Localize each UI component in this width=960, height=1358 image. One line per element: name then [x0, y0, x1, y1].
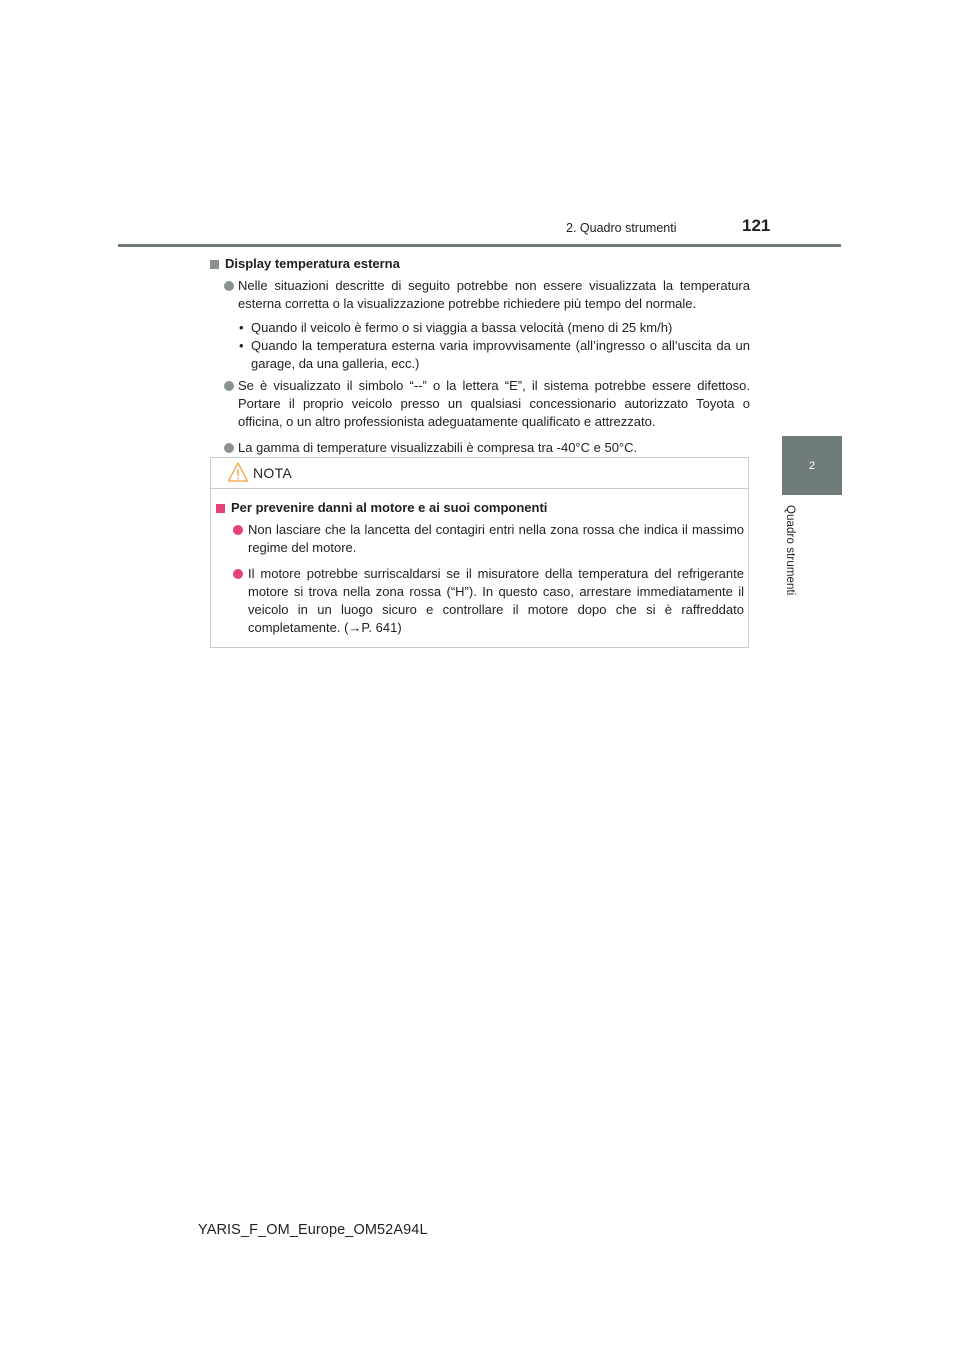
header-section-title: 2. Quadro strumenti: [566, 221, 677, 235]
list-item: [210, 277, 750, 313]
list-item: [210, 377, 750, 431]
bullet-icon: •: [239, 338, 244, 353]
sub-item-text: Quando il veicolo è fermo o si viaggia a bassa velocità (meno di 25 km/h): [251, 320, 673, 335]
chapter-tab: [782, 436, 842, 495]
sub-list: [210, 319, 750, 373]
square-bullet-icon: [210, 260, 219, 269]
circle-bullet-icon: [224, 381, 234, 391]
square-bullet-icon: [216, 504, 225, 513]
circle-bullet-icon: [224, 443, 234, 453]
sub-list-item: [210, 319, 750, 337]
note-title: Per prevenire danni al motore e ai suoi componenti: [231, 500, 548, 515]
warning-triangle-icon: [227, 461, 249, 483]
note-box: [210, 457, 749, 648]
note-list-item: [216, 565, 744, 637]
item-text: Se è visualizzato il simbolo “--” o la lettera “E”, il sistema potrebbe essere difettoso. Portare il proprio veicolo presso un qualsiasi concessionario autorizzato Toyota o officina, o un altro professionista adeguatamente qualificato e attrezzato.: [238, 378, 750, 429]
note-item-text: Non lasciare che la lancetta del contagiri entri nella zona rossa che indica il massimo regime del motore.: [248, 522, 744, 555]
chapter-number: 2: [808, 459, 816, 472]
note-body: [216, 499, 744, 641]
note-list-item: [216, 521, 744, 557]
sub-item-text: Quando la temperatura esterna varia improvvisamente (all’ingresso o all’uscita da un garage, da una galleria, ecc.): [251, 338, 750, 371]
section-heading: [210, 255, 750, 273]
circle-bullet-icon: [224, 281, 234, 291]
header-rule: [118, 244, 841, 247]
note-label: NOTA: [253, 465, 293, 481]
note-header: [211, 458, 748, 489]
item-text: Nelle situazioni descritte di seguito potrebbe non essere visualizzata la temperatura esterna corretta o la visualizzazione potrebbe richiedere più tempo del normale.: [238, 278, 750, 311]
section-title: Display temperatura esterna: [225, 256, 400, 271]
note-heading: [216, 499, 744, 517]
circle-bullet-icon: [233, 525, 243, 535]
main-content: [210, 255, 750, 461]
note-item-text: Il motore potrebbe surriscaldarsi se il misuratore della temperatura del refrigerante motore si trova nella zona rossa (“H”). In questo caso, arrestare immediatamente il veicolo in un luogo sicuro e controllare il motore dopo che si è raffreddato completamente. (→P. 641): [248, 566, 744, 635]
footer-doc-code: YARIS_F_OM_Europe_OM52A94L: [198, 1222, 428, 1238]
sub-list-item: [210, 337, 750, 373]
circle-bullet-icon: [233, 569, 243, 579]
list-item: [210, 439, 750, 457]
chapter-label: Quadro strumenti: [784, 505, 796, 596]
page-number: 121: [742, 216, 771, 235]
item-text: La gamma di temperature visualizzabili è compresa tra -40°C e 50°C.: [238, 440, 638, 455]
bullet-icon: •: [239, 320, 244, 335]
